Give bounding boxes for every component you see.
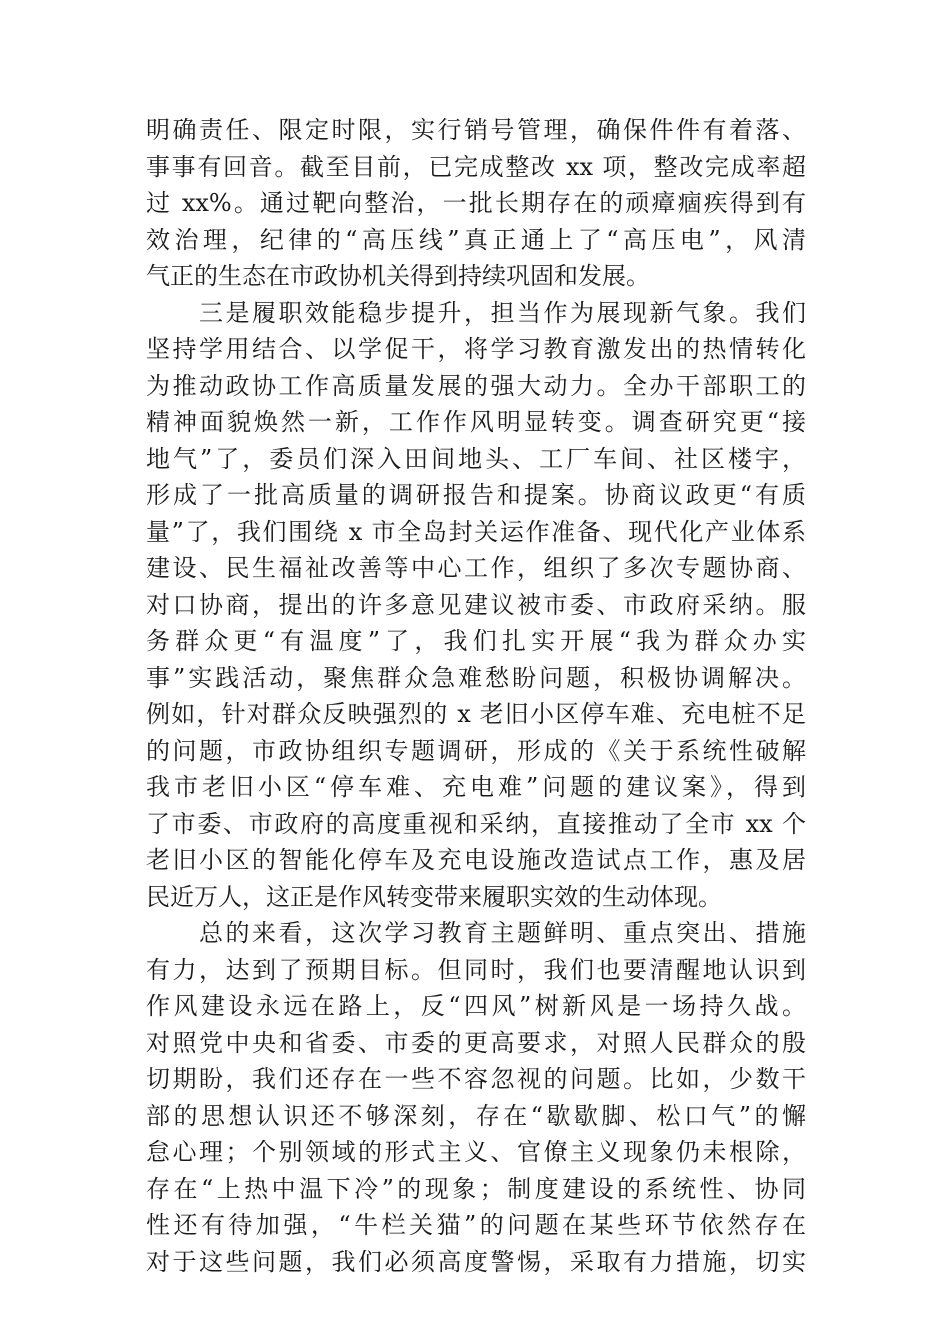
text-line: 总的来看，这次学习教育主题鲜明、重点突出、措施 — [146, 919, 806, 947]
text-line: 形成了一批高质量的调研报告和提案。协商议政更“有质 — [146, 481, 806, 509]
text-line: 我市老旧小区“停车难、充电难”问题的建议案》，得到 — [146, 773, 806, 801]
text-line: 怠心理；个别领域的形式主义、官僚主义现象仍未根除， — [146, 1138, 806, 1166]
text-line: 事事有回音。截至目前，已完成整改 xx 项，整改完成率超 — [146, 152, 806, 181]
text-line: 效治理，纪律的“高压线”真正通上了“高压电”，风清 — [146, 225, 806, 254]
document-page — [146, 112, 806, 1280]
text-line: 民近万人，这正是作风转变带来履职实效的生动体现。 — [146, 882, 722, 911]
text-line: 部的思想认识还不够深刻，存在“歇歇脚、松口气”的懈 — [146, 1101, 806, 1130]
text-line: 的问题，市政协组织专题调研，形成的《关于系统性破解 — [146, 736, 806, 765]
text-line: 精神面貌焕然一新，工作作风明显转变。调查研究更“接 — [146, 408, 806, 436]
text-line: 建设、民生福祉改善等中心工作，组织了多次专题协商、 — [146, 554, 806, 582]
text-line: 地气”了，委员们深入田间地头、工厂车间、社区楼宇， — [146, 444, 806, 473]
text-line: 坚持学用结合、以学促干，将学习教育激发出的热情转化 — [146, 335, 806, 363]
text-line: 对照党中央和省委、市委的更高要求，对照人民群众的殷 — [146, 1028, 806, 1057]
text-line: 切期盼，我们还存在一些不容忽视的问题。比如，少数干 — [146, 1065, 806, 1093]
text-line: 老旧小区的智能化停车及充电设施改造试点工作，惠及居 — [146, 846, 806, 874]
text-line: 性还有待加强，“牛栏关猫”的问题在某些环节依然存在 — [146, 1211, 806, 1239]
text-line: 三是履职效能稳步提升，担当作为展现新气象。我们 — [146, 298, 806, 327]
text-line: 有力，达到了预期目标。但同时，我们也要清醒地认识到 — [146, 955, 806, 984]
text-line: 例如，针对群众反映强烈的 x 老旧小区停车难、充电桩不足 — [146, 700, 806, 728]
text-line: 务群众更“有温度”了，我们扎实开展“我为群众办实 — [146, 627, 806, 655]
text-line: 对口协商，提出的许多意见建议被市委、市政府采纳。服 — [146, 590, 806, 619]
text-line: 事”实践活动，聚焦群众急难愁盼问题，积极协调解决。 — [146, 663, 806, 692]
text-line: 了市委、市政府的高度重视和采纳，直接推动了全市 xx 个 — [146, 809, 806, 838]
text-line: 气正的生态在市政协机关得到持续巩固和发展。 — [146, 262, 650, 290]
text-line: 作风建设永远在路上，反“四风”树新风是一场持久战。 — [146, 992, 806, 1020]
text-line: 为推动政协工作高质量发展的强大动力。全办干部职工的 — [146, 371, 806, 400]
text-line: 对于这些问题，我们必须高度警惕，采取有力措施，切实 — [146, 1247, 806, 1276]
text-line: 存在“上热中温下冷”的现象；制度建设的系统性、协同 — [146, 1174, 806, 1203]
text-line: 量”了，我们围绕 x 市全岛封关运作准备、现代化产业体系 — [146, 517, 806, 546]
text-line: 明确责任、限定时限，实行销号管理，确保件件有着落、 — [146, 116, 806, 144]
text-line: 过 xx%。通过靶向整治，一批长期存在的顽瘴痼疾得到有 — [146, 189, 806, 217]
